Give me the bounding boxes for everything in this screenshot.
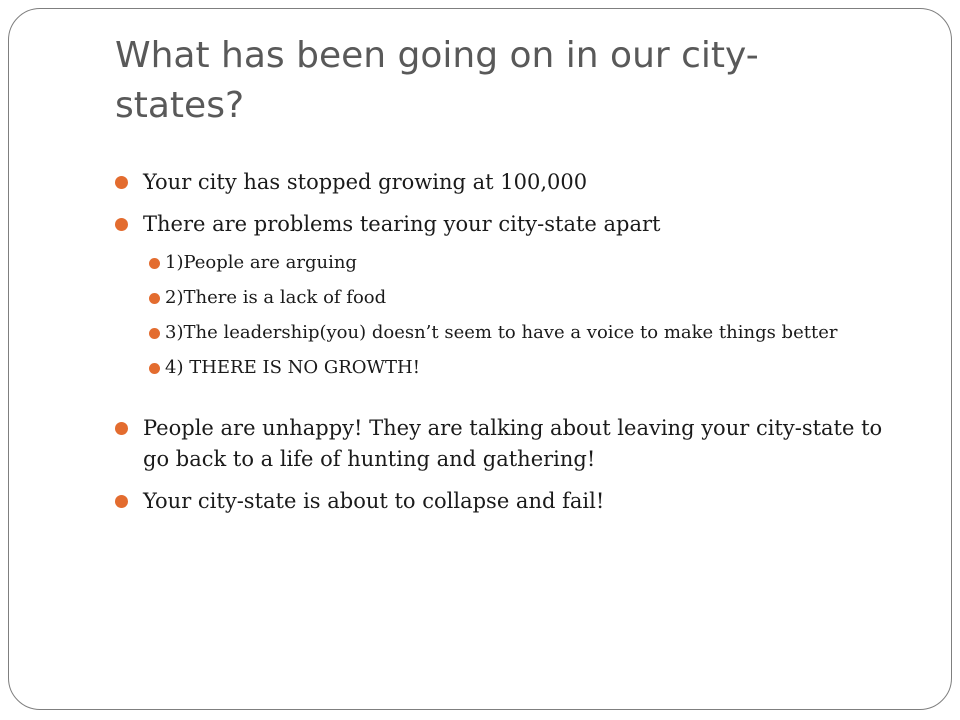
slide-body — [113, 167, 883, 528]
slide-title: What has been going on in our city-states? — [115, 35, 759, 126]
slide-frame — [8, 8, 952, 710]
bullet-item — [113, 167, 883, 198]
bullet-dot-icon — [149, 328, 160, 339]
sub-bullet-text: 2)There is a lack of food — [165, 287, 387, 308]
sub-bullet-item — [143, 286, 883, 310]
bullet-text: People are unhappy! They are talking about leaving your city-state to go back to a life of hunting and gathering! — [143, 416, 883, 471]
bullet-item — [113, 413, 883, 475]
bullet-text: Your city has stopped growing at 100,000 — [143, 170, 588, 194]
bullet-text: Your city-state is about to collapse and fail! — [143, 489, 605, 513]
bullet-item — [113, 486, 883, 517]
bullet-dot-icon — [149, 363, 160, 374]
bullet-dot-icon — [149, 293, 160, 304]
spacer — [113, 391, 883, 413]
bullet-dot-icon — [149, 258, 160, 269]
sub-bullet-text: 1)People are arguing — [165, 252, 357, 273]
bullet-text: There are problems tearing your city-state apart — [143, 212, 661, 236]
sub-bullet-text: 4) THERE IS NO GROWTH! — [165, 357, 420, 378]
sub-bullet-item — [143, 321, 883, 345]
bullet-dot-icon — [115, 422, 128, 435]
bullet-dot-icon — [115, 176, 128, 189]
bullet-dot-icon — [115, 495, 128, 508]
sub-bullet-item — [143, 251, 883, 275]
sub-bullet-text: 3)The leadership(you) doesn’t seem to have a voice to make things better — [165, 322, 838, 343]
bullet-item — [113, 209, 883, 240]
sub-bullet-item — [143, 356, 883, 380]
bullet-dot-icon — [115, 218, 128, 231]
